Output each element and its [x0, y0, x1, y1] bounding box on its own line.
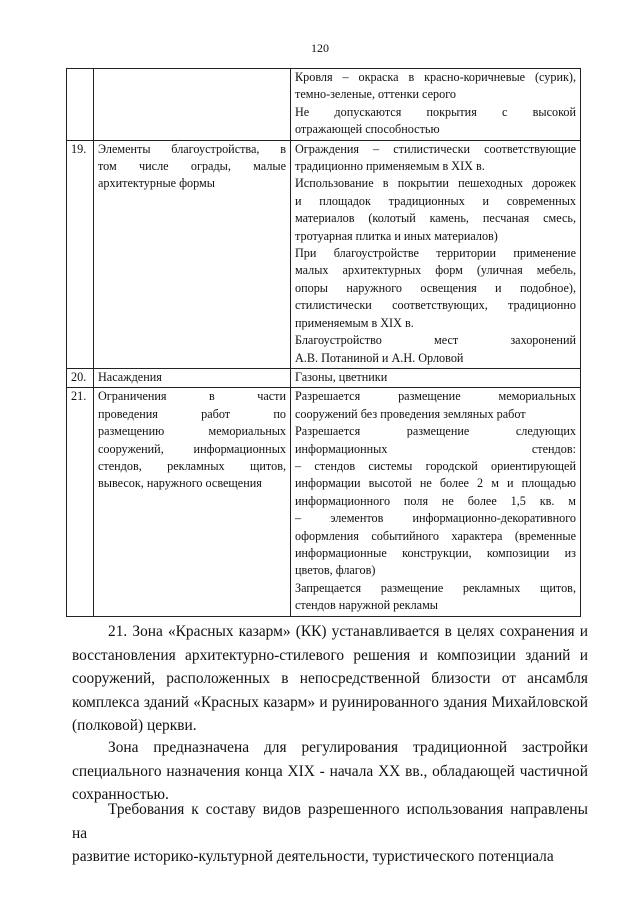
- requirement-line: традиционно применяемым в XIX в.: [295, 159, 485, 174]
- paragraph-line: сооружений, расположенных в непосредственной близости от ансамбля: [72, 670, 588, 688]
- requirement-line: Ограждения – стилистически соответствующие: [295, 141, 576, 156]
- element-name-cell: [94, 388, 291, 616]
- requirement-line: темно-зеленые, оттенки серого: [295, 87, 457, 102]
- requirement-line: информационные конструкции, композиции из: [295, 545, 576, 560]
- requirement-line: Не допускаются покрытия с высокой: [295, 104, 576, 119]
- paragraph-line: восстановления архитектурно-стилевого решения и композиции зданий и: [72, 646, 588, 664]
- paragraph-use-requirements: [72, 798, 588, 869]
- element-name-line: архитектурные формы: [98, 176, 215, 191]
- table-row: [67, 69, 581, 141]
- paragraph-line: развитие историко-культурной деятельности, туристического потенциала: [72, 848, 554, 866]
- requirement-block: [295, 423, 576, 580]
- requirement-line: Благоустройство мест захоронений: [295, 333, 576, 348]
- requirement-line: информации высотой не более 2 м и площадью: [295, 476, 576, 491]
- paragraph-line: 21. Зона «Красных казарм» (КК) устанавливается в целях сохранения и: [108, 623, 588, 640]
- element-name-line: проведения работ по: [98, 406, 286, 421]
- paragraph-line: Требования к составу видов разрешенного использования направлены на: [72, 801, 588, 842]
- row-number: 21.: [67, 388, 94, 616]
- requirements-cell: [291, 140, 581, 368]
- requirement-line: Газоны, цветники: [295, 369, 388, 384]
- requirements-cell: [291, 388, 581, 616]
- requirement-line: отражающей способностью: [295, 122, 440, 137]
- requirement-block: [295, 332, 576, 367]
- requirement-line: А.В. Потаниной и А.Н. Орловой: [295, 350, 464, 365]
- requirement-line: Запрещается размещение рекламных щитов,: [295, 580, 576, 595]
- requirement-block: [295, 69, 576, 104]
- requirement-line: опоры наружного освещения и подобное),: [295, 280, 576, 295]
- requirement-line: тротуарная плитка и иных материалов): [295, 228, 498, 243]
- element-name-line: стендов, рекламных щитов,: [98, 458, 286, 473]
- element-name-line: Ограничения в части: [98, 389, 286, 404]
- element-name-line: том числе ограды, малые: [98, 159, 286, 174]
- element-name-line: Элементы благоустройства, в: [98, 141, 286, 156]
- requirement-block: [295, 141, 576, 176]
- paragraph-zone-kk-definition: [72, 620, 588, 738]
- zone-requirements-table: [66, 68, 581, 617]
- paragraph-line: комплекса зданий «Красных казарм» и руинированного здания Михайловской: [72, 693, 588, 711]
- paragraph-line: специального назначения конца XIX - начала XX вв., обладающей частичной: [72, 762, 588, 780]
- paragraph-zone-purpose: [72, 736, 588, 807]
- table-row: [67, 140, 581, 368]
- requirement-line: информационного поля не более 1,5 кв. м: [295, 493, 576, 508]
- requirement-block: [295, 245, 576, 332]
- requirement-line: применяемым в XIX в.: [295, 315, 414, 330]
- table-row: [67, 388, 581, 616]
- requirement-block: [295, 388, 576, 423]
- row-number: [67, 69, 94, 141]
- requirement-line: При благоустройстве территории применение: [295, 246, 576, 261]
- requirement-block: [295, 104, 576, 139]
- requirement-line: оформления событийного характера (временные: [295, 528, 576, 543]
- paragraph-line: сохранностью.: [72, 786, 169, 804]
- paragraph-line: Зона предназначена для регулирования традиционной застройки: [108, 739, 588, 756]
- requirement-line: стендов наружной рекламы: [295, 598, 438, 613]
- requirement-line: Кровля – окраска в красно-коричневые (сурик),: [295, 70, 576, 84]
- requirement-line: цветов, флагов): [295, 563, 376, 578]
- element-name-line: размещению мемориальных: [98, 424, 286, 439]
- requirements-cell: [291, 368, 581, 387]
- row-number: 19.: [67, 140, 94, 368]
- requirement-line: Использование в покрытии пешеходных дорожек: [295, 176, 576, 191]
- paragraph-line: (полковой) церкви.: [72, 717, 197, 735]
- requirement-line: – элементов информационно-декоративного: [295, 511, 576, 526]
- requirement-line: материалов (колотый камень, песчаная смесь,: [295, 211, 576, 226]
- element-name-cell: [94, 69, 291, 141]
- table-row: [67, 368, 581, 387]
- row-number: 20.: [67, 368, 94, 387]
- requirement-line: малых архитектурных форм (уличная мебель,: [295, 263, 576, 278]
- page-number: 120: [311, 41, 329, 55]
- requirements-cell: [291, 69, 581, 141]
- requirement-line: и площадок традиционных и современных: [295, 193, 576, 208]
- element-name-line: вывесок, наружного освещения: [98, 476, 262, 491]
- requirement-line: информационных стендов:: [295, 441, 576, 456]
- requirement-block: [295, 369, 576, 386]
- element-name-cell: [94, 368, 291, 387]
- requirement-line: Разрешается размещение следующих: [295, 424, 576, 439]
- requirement-block: [295, 580, 576, 615]
- requirement-line: сооружений без проведения земляных работ: [295, 406, 526, 421]
- requirement-line: – стендов системы городской ориентирующей: [295, 458, 576, 473]
- element-name-line: сооружений, информационных: [98, 441, 286, 456]
- requirement-line: Разрешается размещение мемориальных: [295, 389, 576, 404]
- element-name-cell: [94, 140, 291, 368]
- element-name-line: Насаждения: [98, 369, 162, 384]
- requirement-line: стилистически соответствующих, традиционно: [295, 298, 576, 313]
- requirement-block: [295, 175, 576, 245]
